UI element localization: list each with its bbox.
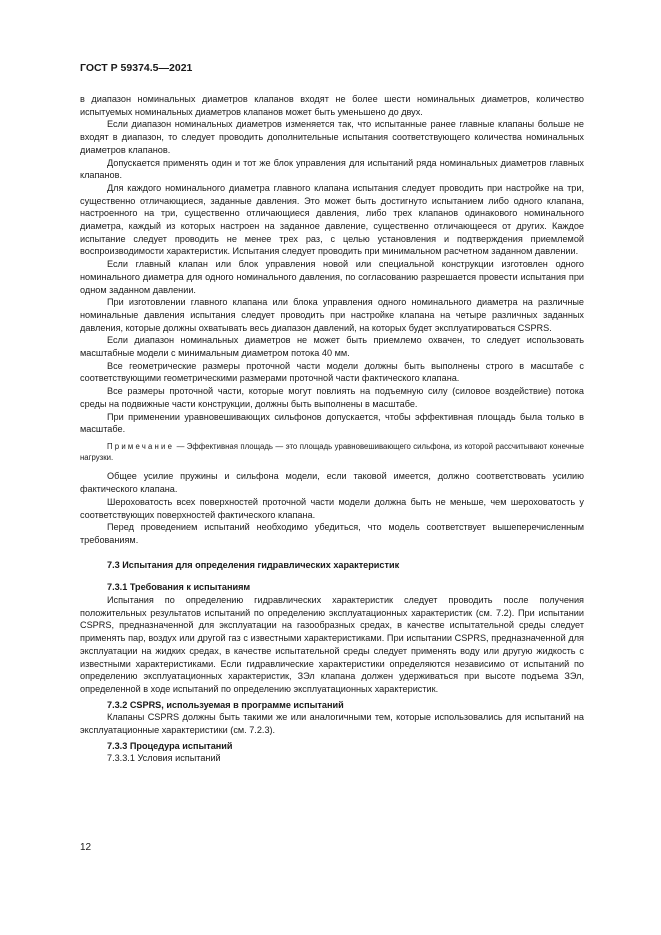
document-header: ГОСТ Р 59374.5—2021 bbox=[80, 62, 193, 74]
subsection-heading-7-3-3: 7.3.3 Процедура испытаний bbox=[107, 740, 233, 751]
section-heading-7-3: 7.3 Испытания для определения гидравлических характеристик bbox=[107, 559, 400, 570]
clause-heading-7-3-3-1: 7.3.3.1 Условия испытаний bbox=[107, 753, 221, 764]
page-number: 12 bbox=[80, 842, 92, 853]
paragraph: Если диапазон номинальных диаметров не может быть приемлемо охвачен, то следует использовать масштабные модели с минимальным диаметром потока 40 мм. bbox=[80, 335, 584, 359]
paragraph: Все размеры проточной части, которые могут повлиять на подъемную силу (силовое воздействие) потока среды на подвижные части конструкции, должны быть выполнены в масштабе. bbox=[80, 386, 584, 409]
paragraph: Испытания по определению гидравлических характеристик следует проводить после получения положительных результатов испытаний по определению эксплуатационных характеристик (см. 7.2). При испытании CSPRS, предназначенной для эксплуатации на газообразных средах, в качестве испытательной среды следует применять пар, воздух или другой газ с известными характеристиками. При испытании CSPRS, предназначенной для эксплуатации на жидких средах, в качестве испытательной среды следует применять воду или другую жидкость с известными характеристиками. Если гидравлические характеристики определяются независимо от испытаний по определению эксплуатационных характеристик, ЗЭл клапана должен удерживаться при высоте подъема ЗЭл, определенной в ходе испытаний по определению эксплуатационных характеристик. bbox=[80, 595, 584, 694]
paragraph: Если главный клапан или блок управления новой или специальной конструкции изготовлен одного номинального диаметра для одного номинального давления, по согласованию разрешается провести испытания при одном заданном давлении. bbox=[80, 259, 584, 295]
paragraph: в диапазон номинальных диаметров клапанов входят не более шести номинальных диаметров, количество испытуемых номинальных диаметров клапанов может быть уменьшено до двух. bbox=[80, 94, 584, 117]
note bbox=[80, 441, 584, 463]
subsection-heading-7-3-1: 7.3.1 Требования к испытаниям bbox=[107, 582, 251, 593]
paragraph: Клапаны CSPRS должны быть такими же или аналогичными тем, которые использовались для испытаний на эксплуатационные характеристики (см. 7.2.3). bbox=[80, 712, 584, 736]
note-text: — Эффективная площадь — это площадь уравновешивающего сильфона, из которой рассчитывают конечные нагрузки. bbox=[80, 441, 584, 463]
paragraph: При применении уравновешивающих сильфонов допускается, чтобы эффективная площадь была только в масштабе. bbox=[80, 411, 584, 435]
document-body bbox=[80, 93, 584, 765]
paragraph: Все геометрические размеры проточной части модели должны быть выполнены строго в масштабе с соответствующими геометрическими размерами проточной части фактического клапана. bbox=[80, 360, 584, 384]
paragraph: Для каждого номинального диаметра главного клапана испытания следует проводить при настройке на три, существенно отличающиеся, заданные давления. Это может быть достигнуто испытанием либо одного клапана, настроенного на три, существенно отличающиеся давления, либо трех клапанов одинакового номинального диаметра, каждый из которых настроен на заданное давление, существенно отличающееся от других. Каждое испытание следует проводить не менее трех раз, с целью установления и подтверждения приемлемой воспроизводимости характеристик. Испытания следует проводить при минимальном расчетном заданном давлении. bbox=[80, 182, 584, 257]
paragraph: Перед проведением испытаний необходимо убедиться, что модель соответствует вышеперечисленным требованиям. bbox=[80, 522, 584, 545]
subsection-heading-7-3-2: 7.3.2 CSPRS, используемая в программе испытаний bbox=[107, 699, 344, 710]
paragraph: Если диапазон номинальных диаметров изменяется так, что испытанные ранее главные клапаны больше не входят в диапазон, то следует проводить дополнительные испытания соответствующего количества номинальных диаметров клапанов. bbox=[80, 119, 584, 155]
paragraph: Шероховатость всех поверхностей проточной части модели должна быть не меньше, чем шероховатость у соответствующих поверхностей фактического клапана. bbox=[80, 496, 584, 520]
paragraph: При изготовлении главного клапана или блока управления одного номинального диаметра на различные номинальные давления испытания следует проводить при настройке клапана на четыре различных заданных давления, которые должны охватывать весь диапазон давлений, на которых будет эксплуатироваться CSPRS. bbox=[80, 297, 584, 333]
paragraph: Общее усилие пружины и сильфона модели, если таковой имеется, должно соответствовать усилию фактического клапана. bbox=[80, 471, 584, 495]
note-label: Примечание bbox=[107, 441, 175, 451]
paragraph: Допускается применять один и тот же блок управления для испытаний ряда номинальных диаметров главных клапанов. bbox=[80, 157, 584, 181]
